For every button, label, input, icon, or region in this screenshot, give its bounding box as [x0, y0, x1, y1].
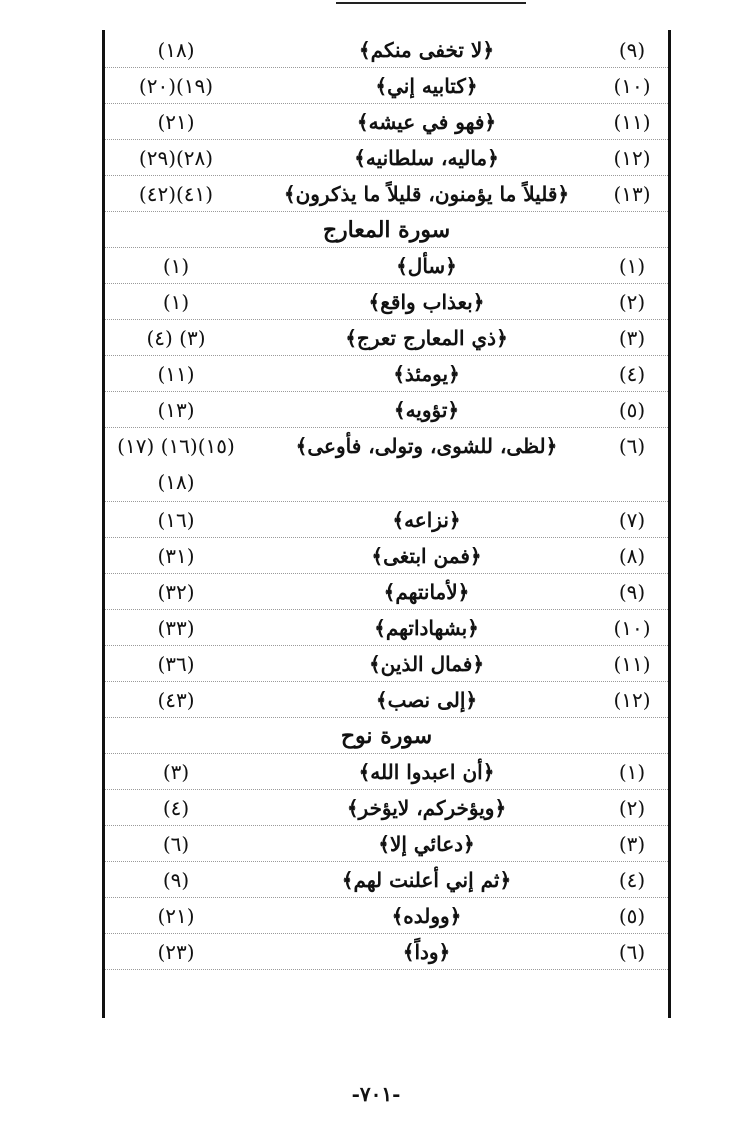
row-word: ﴿بعذاب واقع﴾ — [368, 290, 485, 314]
index-row — [105, 428, 668, 502]
row-word: ﴿لأمانتهم﴾ — [383, 580, 470, 604]
row-references: (١٦) — [157, 508, 195, 532]
index-row — [105, 32, 668, 68]
row-word: ﴿ثم إني أعلنت لهم﴾ — [341, 868, 512, 892]
row-word: ﴿تؤويه﴾ — [393, 398, 460, 422]
row-number: (١١) — [613, 652, 651, 676]
row-word: ﴿ويؤخركم، لايؤخر﴾ — [346, 796, 507, 820]
row-word: ﴿نزاعه﴾ — [392, 508, 461, 532]
index-row — [105, 248, 668, 284]
row-references: (٢٨)(٢٩) — [138, 146, 214, 170]
row-word: ﴿لظى، للشوى، وتولى، فأوعى﴾ — [295, 434, 558, 458]
row-references: (٣) (٤) — [146, 326, 206, 350]
index-row — [105, 862, 668, 898]
row-number: (١٠) — [613, 74, 651, 98]
row-word: ﴿سأل﴾ — [396, 254, 457, 278]
row-number: (٩) — [618, 38, 646, 62]
row-references: (١٩)(٢٠) — [138, 74, 214, 98]
row-word: ﴿ماليه، سلطانيه﴾ — [354, 146, 499, 170]
index-row — [105, 502, 668, 538]
row-word: ﴿كتابيه إني﴾ — [375, 74, 478, 98]
row-number: (٢) — [618, 796, 646, 820]
row-number: (١٢) — [613, 688, 651, 712]
row-references: (٢٣) — [157, 940, 195, 964]
index-row — [105, 68, 668, 104]
index-row — [105, 646, 668, 682]
row-references: (١٥)(١٦) (١٧)(١٨) — [117, 434, 235, 494]
row-number: (٤) — [618, 868, 646, 892]
index-row — [105, 176, 668, 212]
row-word: ﴿فمال الذين﴾ — [368, 652, 485, 676]
row-references: (١٣) — [157, 398, 195, 422]
index-row — [105, 682, 668, 718]
row-word: ﴿أن اعبدوا الله﴾ — [358, 760, 495, 784]
row-number: (٦) — [618, 940, 646, 964]
row-number: (٩) — [618, 580, 646, 604]
row-references: (٣١) — [157, 544, 195, 568]
page-number: -٧٠١- — [351, 1082, 401, 1106]
index-row — [105, 754, 668, 790]
index-row — [105, 934, 668, 970]
index-row — [105, 320, 668, 356]
row-number: (١٣) — [613, 182, 651, 206]
row-references: (٩) — [162, 868, 190, 892]
row-number: (٤) — [618, 362, 646, 386]
row-number: (٢) — [618, 290, 646, 314]
index-row — [105, 610, 668, 646]
top-rule — [336, 2, 526, 4]
row-references: (١١) — [157, 362, 195, 386]
row-word: ﴿دعائي إلا﴾ — [378, 832, 475, 856]
row-references: (١) — [162, 290, 190, 314]
row-references: (٦) — [162, 832, 190, 856]
index-row — [105, 392, 668, 428]
row-number: (٧) — [618, 508, 646, 532]
row-number: (٨) — [618, 544, 646, 568]
row-word: ﴿فهو في عيشه﴾ — [356, 110, 497, 134]
row-word: ﴿يومئذ﴾ — [393, 362, 460, 386]
row-references: (٣) — [162, 760, 190, 784]
row-number: (١) — [618, 254, 646, 278]
index-row — [105, 826, 668, 862]
row-number: (١) — [618, 760, 646, 784]
index-table — [105, 32, 668, 970]
row-number: (٥) — [618, 398, 646, 422]
index-row — [105, 898, 668, 934]
row-references: (٣٣) — [157, 616, 195, 640]
index-row — [105, 284, 668, 320]
row-number: (١١) — [613, 110, 651, 134]
right-frame-line — [668, 30, 671, 1018]
index-row — [105, 574, 668, 610]
row-number: (١٠) — [613, 616, 651, 640]
row-references: (٢١) — [157, 110, 195, 134]
row-word: ﴿ذي المعارج تعرج﴾ — [345, 326, 508, 350]
row-references: (٣٢) — [157, 580, 195, 604]
index-row — [105, 104, 668, 140]
index-row — [105, 538, 668, 574]
row-number: (٦) — [618, 434, 646, 458]
row-references: (٤٣) — [157, 688, 195, 712]
index-row — [105, 356, 668, 392]
index-row — [105, 140, 668, 176]
row-number: (٣) — [618, 832, 646, 856]
row-word: ﴿بشهاداتهم﴾ — [374, 616, 479, 640]
row-word: ﴿قليلاً ما يؤمنون، قليلاً ما يذكرون﴾ — [283, 182, 570, 206]
row-word: ﴿لا تخفى منكم﴾ — [358, 38, 495, 62]
row-word: ﴿وولده﴾ — [391, 904, 462, 928]
row-word: ﴿وداً﴾ — [402, 940, 451, 964]
surah-heading: سورة المعارج — [105, 212, 668, 248]
row-word: ﴿فمن ابتغى﴾ — [371, 544, 482, 568]
row-references: (٤) — [162, 796, 190, 820]
row-references: (٣٦) — [157, 652, 195, 676]
row-number: (٥) — [618, 904, 646, 928]
row-references: (١) — [162, 254, 190, 278]
row-number: (١٢) — [613, 146, 651, 170]
surah-heading: سورة نوح — [105, 718, 668, 754]
row-references: (٢١) — [157, 904, 195, 928]
row-references: (١٨) — [157, 38, 195, 62]
row-references: (٤١)(٤٢) — [138, 182, 214, 206]
row-number: (٣) — [618, 326, 646, 350]
index-row — [105, 790, 668, 826]
row-word: ﴿إلى نصب﴾ — [375, 688, 478, 712]
